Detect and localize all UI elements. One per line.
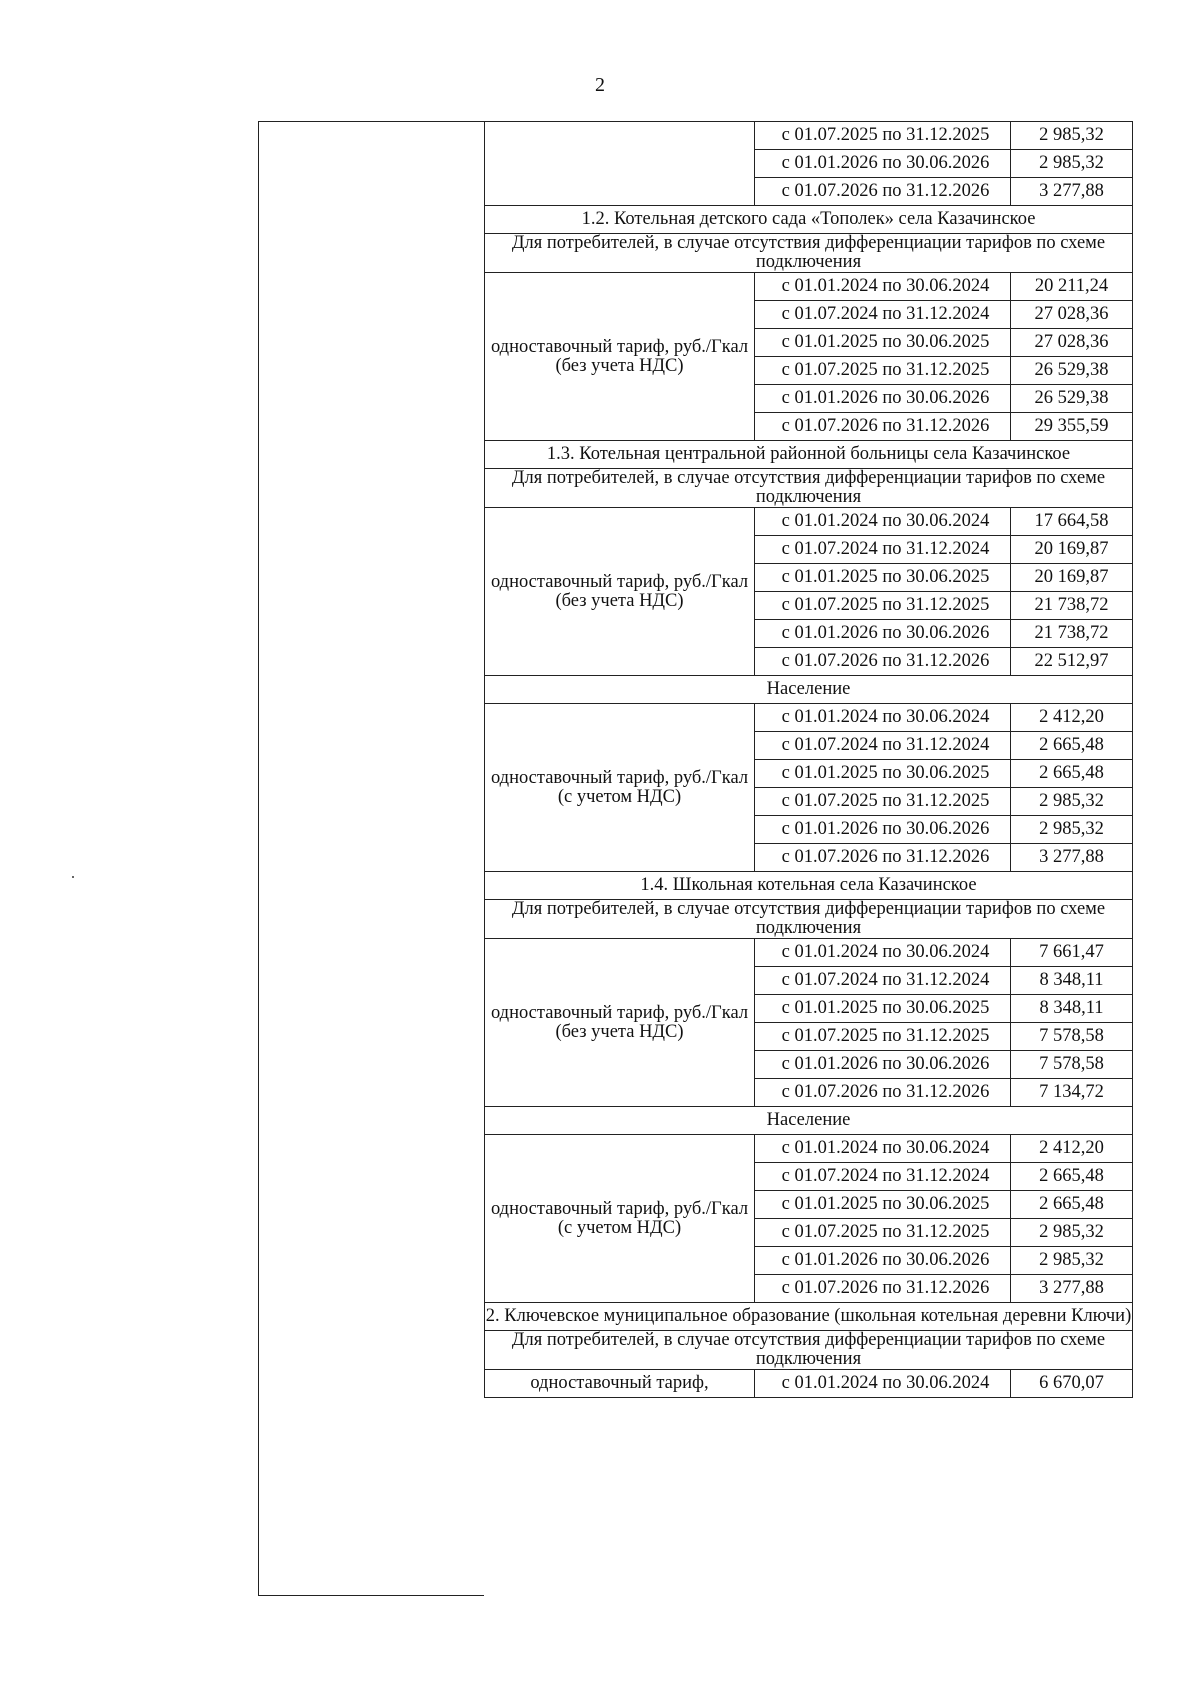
tariff-table-body	[485, 122, 1133, 1398]
tariff-value-cell: 20 211,24	[1011, 273, 1133, 301]
period-cell: с 01.01.2024 по 30.06.2024	[755, 704, 1011, 732]
period-cell: с 01.01.2025 по 30.06.2025	[755, 1191, 1011, 1219]
tariff-value-cell: 20 169,87	[1011, 564, 1133, 592]
period-cell: с 01.07.2025 по 31.12.2025	[755, 1023, 1011, 1051]
period-cell: с 01.07.2026 по 31.12.2026	[755, 1275, 1011, 1303]
section-subheader: Для потребителей, в случае отсутствия дифференциации тарифов по схеме подключения	[485, 234, 1133, 273]
tariff-value-cell: 2 665,48	[1011, 1163, 1133, 1191]
tariff-value-cell: 2 412,20	[1011, 1135, 1133, 1163]
section-header: 1.3. Котельная центральной районной больницы села Казачинское	[485, 441, 1133, 469]
section-header: Население	[485, 1107, 1133, 1135]
tariff-value-cell: 2 412,20	[1011, 704, 1133, 732]
tariff-type-label: одноставочный тариф, руб./Гкал (без учета НДС)	[485, 939, 755, 1107]
tariff-value-cell: 2 985,32	[1011, 150, 1133, 178]
tariff-value-cell: 2 985,32	[1011, 816, 1133, 844]
section-subheader: Для потребителей, в случае отсутствия дифференциации тарифов по схеме подключения	[485, 1331, 1133, 1370]
tariff-type-label: одноставочный тариф, руб./Гкал (с учетом НДС)	[485, 704, 755, 872]
tariff-value-cell: 7 578,58	[1011, 1023, 1133, 1051]
table-row	[485, 1370, 1133, 1398]
tariff-value-cell: 27 028,36	[1011, 329, 1133, 357]
tariff-value-cell: 22 512,97	[1011, 648, 1133, 676]
table-row	[485, 206, 1133, 234]
page-number: 2	[595, 74, 605, 96]
period-cell: с 01.01.2025 по 30.06.2025	[755, 760, 1011, 788]
tariff-value-cell: 21 738,72	[1011, 592, 1133, 620]
section-header: 1.2. Котельная детского сада «Тополек» села Казачинское	[485, 206, 1133, 234]
table-row	[485, 939, 1133, 967]
period-cell: с 01.01.2024 по 30.06.2024	[755, 1370, 1011, 1398]
period-cell: с 01.01.2024 по 30.06.2024	[755, 1135, 1011, 1163]
period-cell: с 01.07.2026 по 31.12.2026	[755, 648, 1011, 676]
tariff-value-cell: 26 529,38	[1011, 357, 1133, 385]
tariff-value-cell: 29 355,59	[1011, 413, 1133, 441]
tariff-value-cell: 21 738,72	[1011, 620, 1133, 648]
tariff-value-cell: 7 661,47	[1011, 939, 1133, 967]
table-row	[485, 441, 1133, 469]
period-cell: с 01.01.2024 по 30.06.2024	[755, 939, 1011, 967]
left-column-blank	[258, 121, 484, 1596]
period-cell: с 01.07.2026 по 31.12.2026	[755, 1079, 1011, 1107]
period-cell: с 01.01.2024 по 30.06.2024	[755, 508, 1011, 536]
tariff-value-cell: 17 664,58	[1011, 508, 1133, 536]
tariff-value-cell: 3 277,88	[1011, 844, 1133, 872]
tariff-value-cell: 2 665,48	[1011, 760, 1133, 788]
period-cell: с 01.01.2025 по 30.06.2025	[755, 995, 1011, 1023]
period-cell: с 01.07.2024 по 31.12.2024	[755, 1163, 1011, 1191]
table-row	[485, 234, 1133, 273]
table-row	[485, 704, 1133, 732]
section-header: Население	[485, 676, 1133, 704]
section-subheader: Для потребителей, в случае отсутствия дифференциации тарифов по схеме подключения	[485, 469, 1133, 508]
period-cell: с 01.07.2024 по 31.12.2024	[755, 732, 1011, 760]
tariff-type-label: одноставочный тариф, руб./Гкал (без учета НДС)	[485, 508, 755, 676]
period-cell: с 01.01.2026 по 30.06.2026	[755, 816, 1011, 844]
table-row	[485, 1107, 1133, 1135]
section-subheader: Для потребителей, в случае отсутствия дифференциации тарифов по схеме подключения	[485, 900, 1133, 939]
section-header: 2. Ключевское муниципальное образование (школьная котельная деревни Ключи)	[485, 1303, 1133, 1331]
tariff-value-cell: 26 529,38	[1011, 385, 1133, 413]
table-row	[485, 900, 1133, 939]
period-cell: с 01.07.2025 по 31.12.2025	[755, 788, 1011, 816]
tariff-value-cell: 8 348,11	[1011, 995, 1133, 1023]
table-row	[485, 469, 1133, 508]
tariff-value-cell: 27 028,36	[1011, 301, 1133, 329]
tariff-value-cell: 3 277,88	[1011, 178, 1133, 206]
period-cell: с 01.07.2024 по 31.12.2024	[755, 301, 1011, 329]
section-header: 1.4. Школьная котельная села Казачинское	[485, 872, 1133, 900]
group-label-continued	[485, 122, 755, 206]
period-cell: с 01.07.2025 по 31.12.2025	[755, 1219, 1011, 1247]
table-row	[485, 1331, 1133, 1370]
tariff-value-cell: 3 277,88	[1011, 1275, 1133, 1303]
period-cell: с 01.01.2025 по 30.06.2025	[755, 564, 1011, 592]
period-cell: с 01.07.2026 по 31.12.2026	[755, 844, 1011, 872]
tariff-value-cell: 7 578,58	[1011, 1051, 1133, 1079]
tariff-type-label: одноставочный тариф, руб./Гкал (без учета НДС)	[485, 273, 755, 441]
period-cell: с 01.07.2025 по 31.12.2025	[755, 357, 1011, 385]
period-cell: с 01.07.2024 по 31.12.2024	[755, 536, 1011, 564]
period-cell: с 01.07.2026 по 31.12.2026	[755, 178, 1011, 206]
tariff-value-cell: 2 985,32	[1011, 788, 1133, 816]
period-cell: с 01.07.2026 по 31.12.2026	[755, 413, 1011, 441]
tariff-table	[484, 121, 1133, 1398]
table-row	[485, 273, 1133, 301]
tariff-value-cell: 7 134,72	[1011, 1079, 1133, 1107]
period-cell: с 01.01.2026 по 30.06.2026	[755, 385, 1011, 413]
tariff-value-cell: 2 665,48	[1011, 732, 1133, 760]
table-row	[485, 1303, 1133, 1331]
tariff-type-label: одноставочный тариф,	[485, 1370, 755, 1398]
table-row	[485, 1135, 1133, 1163]
period-cell: с 01.01.2026 по 30.06.2026	[755, 1247, 1011, 1275]
tariff-value-cell: 8 348,11	[1011, 967, 1133, 995]
tariff-type-label: одноставочный тариф, руб./Гкал (с учетом НДС)	[485, 1135, 755, 1303]
period-cell: с 01.01.2024 по 30.06.2024	[755, 273, 1011, 301]
table-row	[485, 508, 1133, 536]
period-cell: с 01.01.2026 по 30.06.2026	[755, 1051, 1011, 1079]
tariff-value-cell: 20 169,87	[1011, 536, 1133, 564]
tariff-value-cell: 6 670,07	[1011, 1370, 1133, 1398]
period-cell: с 01.01.2025 по 30.06.2025	[755, 329, 1011, 357]
table-row	[485, 872, 1133, 900]
tariff-value-cell: 2 985,32	[1011, 1247, 1133, 1275]
period-cell: с 01.01.2026 по 30.06.2026	[755, 620, 1011, 648]
table-row	[485, 122, 1133, 150]
period-cell: с 01.01.2026 по 30.06.2026	[755, 150, 1011, 178]
scan-speck	[72, 876, 74, 878]
tariff-value-cell: 2 985,32	[1011, 122, 1133, 150]
period-cell: с 01.07.2025 по 31.12.2025	[755, 122, 1011, 150]
tariff-value-cell: 2 665,48	[1011, 1191, 1133, 1219]
period-cell: с 01.07.2025 по 31.12.2025	[755, 592, 1011, 620]
tariff-value-cell: 2 985,32	[1011, 1219, 1133, 1247]
period-cell: с 01.07.2024 по 31.12.2024	[755, 967, 1011, 995]
table-row	[485, 676, 1133, 704]
